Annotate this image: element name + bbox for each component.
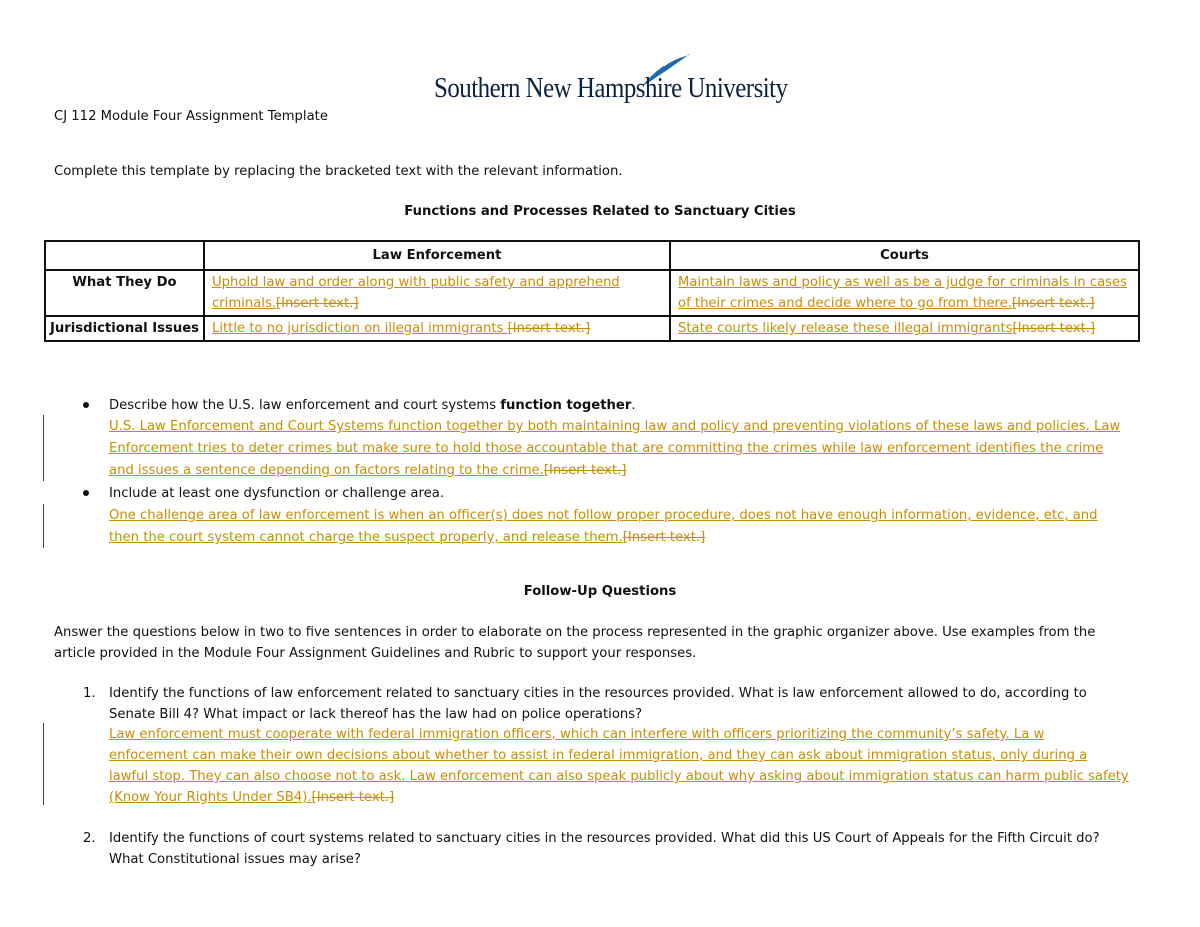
table-row bbox=[45, 316, 1139, 341]
inserted-text: State courts likely release these illegal immigrants bbox=[678, 321, 1013, 336]
bullet-2-prompt: Include at least one dysfunction or challenge area. bbox=[109, 486, 445, 501]
row-label-jurisdictional-issues: Jurisdictional Issues bbox=[45, 316, 204, 341]
organizer-table bbox=[44, 240, 1140, 342]
inserted-text: (Know Your Rights Under SB4). bbox=[109, 790, 312, 805]
bullet-2-answer-last-line[interactable] bbox=[109, 527, 705, 548]
bullet-icon bbox=[83, 402, 89, 408]
question-1-answer-line[interactable]: lawful stop. They can also choose not to ask. Law enforcement can also speak publicly about why asking about immigration status can harm public safety bbox=[109, 769, 1129, 784]
table-header-row bbox=[45, 241, 1139, 270]
inserted-text: and issues a sentence depending on factors relating to the crime. bbox=[109, 463, 544, 478]
bullet-1-answer-last-line[interactable] bbox=[109, 460, 626, 481]
cell-courts-what-they-do[interactable] bbox=[670, 270, 1139, 316]
bullet-1-prompt bbox=[109, 395, 636, 416]
deleted-placeholder: [Insert text.] bbox=[1011, 296, 1095, 311]
bullet-1-answer-line[interactable]: U.S. Law Enforcement and Court Systems function together by both maintaining law and policy and preventing violations of these laws and policies. Law bbox=[109, 419, 1121, 434]
change-bar bbox=[43, 415, 44, 481]
table-corner-cell bbox=[45, 241, 204, 270]
prompt-text: Describe how the U.S. law enforcement and court systems bbox=[109, 398, 501, 413]
question-number: 2. bbox=[83, 831, 96, 846]
bullet-2-answer-line[interactable]: One challenge area of law enforcement is when an officer(s) does not follow proper procedure, does not have enough information, evidence, etc, and bbox=[109, 508, 1098, 523]
bullet-icon bbox=[83, 490, 89, 496]
cell-law-enforcement-what-they-do[interactable] bbox=[204, 270, 670, 316]
deleted-placeholder: [Insert text.] bbox=[276, 296, 359, 311]
cell-courts-jurisdiction[interactable] bbox=[670, 316, 1139, 341]
deleted-placeholder: [Insert text.] bbox=[622, 530, 706, 545]
university-logo bbox=[434, 52, 788, 104]
question-1-line: Senate Bill 4? What impact or lack thereof has the law had on police operations? bbox=[109, 707, 643, 722]
question-1-answer-line[interactable]: enfocement can make their own decisions about whether to assist in federal immigration, and they can ask about immigration status, only during a bbox=[109, 748, 1088, 763]
question-2-line: What Constitutional issues may arise? bbox=[109, 852, 361, 867]
header-courts: Courts bbox=[670, 241, 1139, 270]
document-title: CJ 112 Module Four Assignment Template bbox=[54, 109, 328, 124]
question-2-line: Identify the functions of court systems related to sanctuary cities in the resources provided. What did this US Court of Appeals for the Fifth Circuit do? bbox=[109, 831, 1100, 846]
question-1-answer-last-line[interactable] bbox=[109, 787, 394, 808]
change-bar bbox=[43, 723, 44, 805]
inserted-text: Little to no jurisdiction on illegal immigrants bbox=[212, 321, 508, 336]
question-number: 1. bbox=[83, 686, 96, 701]
followup-title: Follow-Up Questions bbox=[523, 584, 677, 599]
question-1-answer-line[interactable]: Law enforcement must cooperate with federal immigration officers, which can interfere with officers prioritizing the community’s safety. La w bbox=[109, 727, 1045, 742]
deleted-placeholder: [Insert text.] bbox=[507, 321, 591, 336]
prompt-bold-text: function together bbox=[500, 398, 632, 413]
inserted-text: Uphold law and order along with public safety and apprehend criminals. bbox=[212, 275, 620, 311]
prompt-end: . bbox=[631, 398, 636, 413]
bullet-1-answer-line[interactable]: Enforcement tries to deter crimes but make sure to hold those accountable that are committing the crimes while law enforcement identifies the crime bbox=[109, 441, 1104, 456]
inserted-text: Maintain laws and policy as well as be a judge for criminals in cases of their crimes and decide where to go from there. bbox=[678, 275, 1128, 311]
question-1-line: Identify the functions of law enforcement related to sanctuary cities in the resources provided. What is law enforcement allowed to do, according to bbox=[109, 686, 1087, 701]
logo-wordmark: Southern New Hampshire University bbox=[434, 72, 788, 104]
deleted-placeholder: [Insert text.] bbox=[311, 790, 395, 805]
deleted-placeholder: [Insert text.] bbox=[543, 463, 627, 478]
followup-intro-line: Answer the questions below in two to five sentences in order to elaborate on the process represented in the graphic organizer above. Use examples from the bbox=[54, 625, 1096, 640]
instructions-text: Complete this template by replacing the bracketed text with the relevant information. bbox=[54, 164, 623, 179]
change-bar bbox=[43, 504, 44, 548]
inserted-text: then the court system cannot charge the suspect properly, and release them. bbox=[109, 530, 623, 545]
row-label-what-they-do: What They Do bbox=[45, 270, 204, 316]
followup-intro-line: article provided in the Module Four Assignment Guidelines and Rubric to support your responses. bbox=[54, 646, 697, 661]
deleted-placeholder: [Insert text.] bbox=[1012, 321, 1096, 336]
table-row bbox=[45, 270, 1139, 316]
header-law-enforcement: Law Enforcement bbox=[204, 241, 670, 270]
cell-law-enforcement-jurisdiction[interactable] bbox=[204, 316, 670, 341]
table-title: Functions and Processes Related to Sanctuary Cities bbox=[404, 204, 796, 219]
